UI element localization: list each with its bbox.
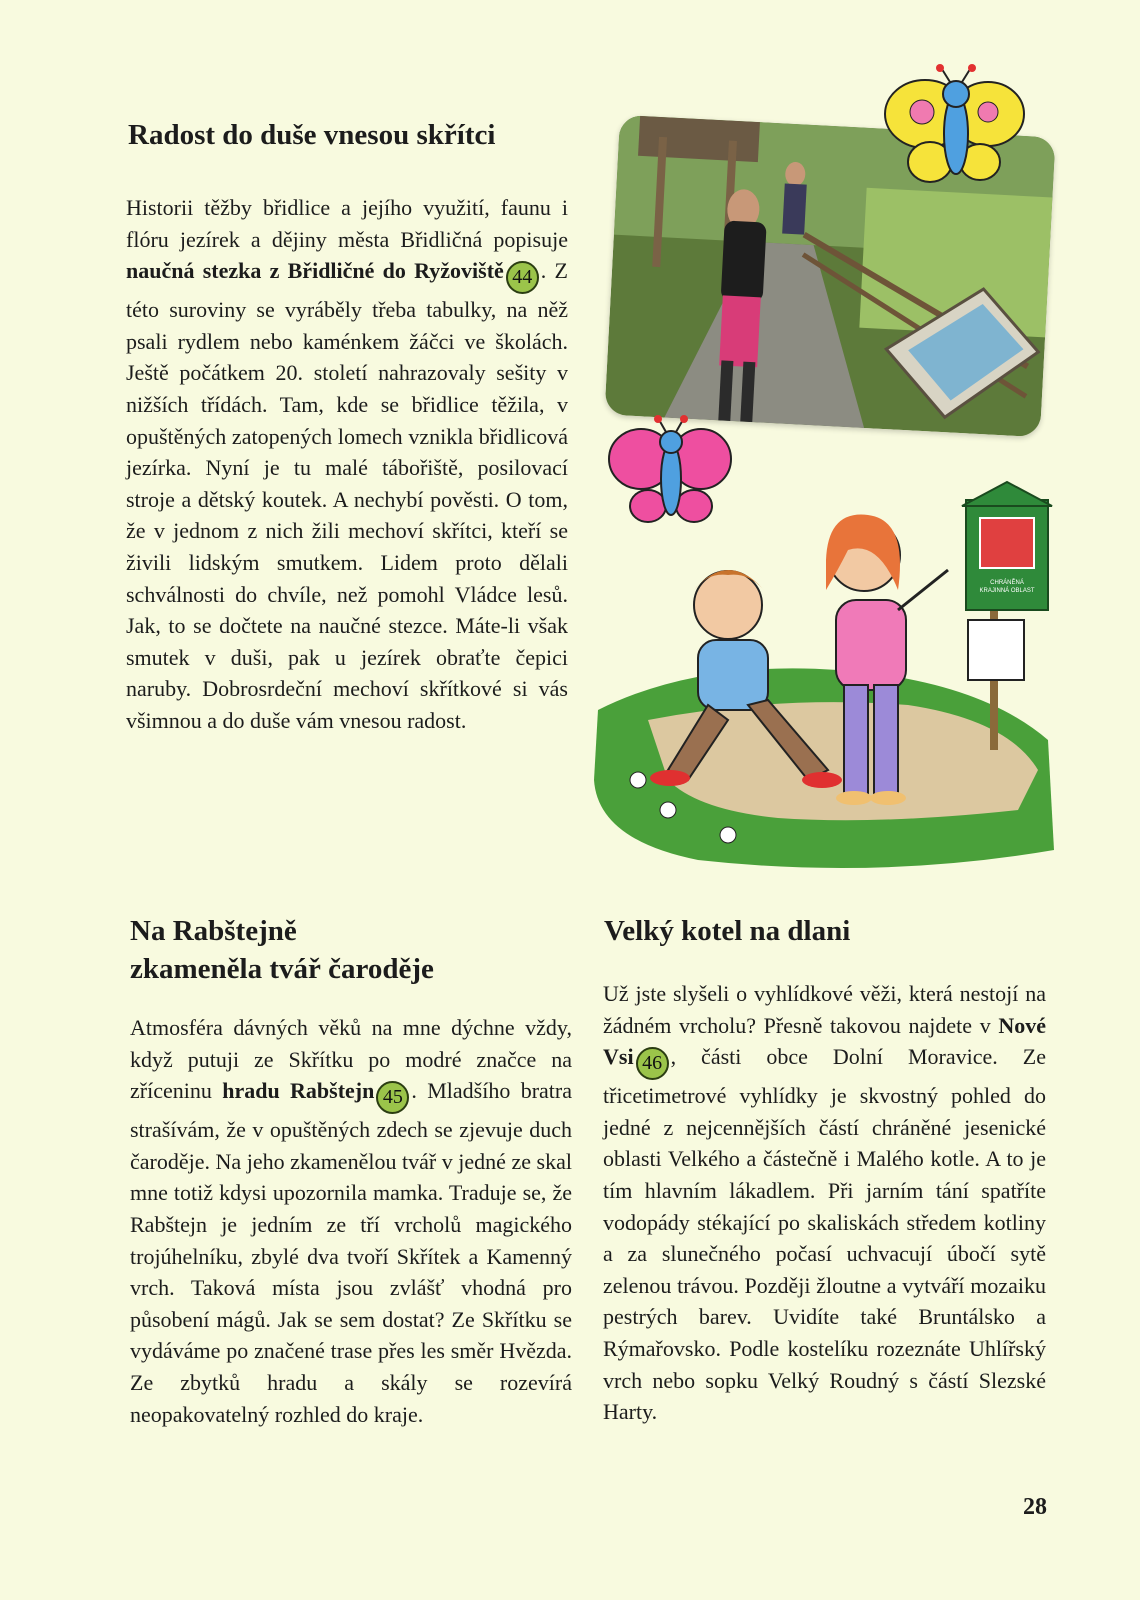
paragraph-rabstejn [130, 1012, 572, 1430]
heading-line: Na Rabštejně [130, 915, 297, 947]
badge-46: 46 [636, 1047, 669, 1080]
bold-trail-name: naučná stezka z Břidličné do Ryžoviště [126, 258, 504, 284]
butterfly-yellow-icon [880, 64, 1030, 194]
heading-radost: Radost do duše vnesou skřítci [128, 119, 496, 151]
heading-line: zkamenělа tvář čaroděje [130, 953, 434, 985]
text-part: . Z této suroviny se vyráběly třeba tabulky, na něž psali rydlem nebo kaménkem žáčci ve školách. Ještě počátkem 20. století nahrazovaly sešity v nižších třídách. Tam, kde se břidlice těžila, v opuštěných zatopených lomech vznikla břidlicová jezírka. Nyní je tu malé tábořiště, posilovací stroje a dětský koutek. A nechybí pověsti. O tom, že v jednom z nich žili mechoví skřítci, kteří se živili lidským smutkem. Lidem proto dělali schválnosti do chvíle, než pomohl Vládce lesů. Jak, to se dočtete na naučné stezce. Máte-li však smutek v duši, pak u jezírek obraťte čepici naruby. Dobrosrdeční mechoví skřítkové si vás všimnou a do duše vám vnesou radost. [126, 258, 568, 733]
heading-velky-kotel: Velký kotel na dlani [604, 915, 851, 947]
bold-castle-name: hradu Rabštejn [222, 1078, 375, 1104]
page-number: 28 [1023, 1494, 1047, 1520]
badge-44: 44 [506, 261, 539, 294]
bold-place-name: Nové Vsi [603, 1012, 1046, 1070]
text-part: Už jste slyšeli o vyhlídkové věži, která nestojí na žádném vrcholu? Přesně takovou najdete v [603, 981, 1046, 1038]
text-part: . Mladšího bratra strašívám, že v opuštěných zdech se zjevuje duch čaroděje. Na jeho zkamenělou tvář v jedné ze skal mne totiž kdysi upozornila mamka. Traduje se, že Rabštejn je jedním ze tří vrcholů magického trojúhelníku, zbylé dva tvoří Skřítek a Kamenný vrch. Taková místa jsou zvlášť vhodná pro působení mágů. Jak se sem dostat? Ze Skřítku se vydáváme po značené trase přes les směr Hvězda. Ze zbytků hradu a skály se rozevírá neopakovatelný rozhled do kraje. [130, 1078, 572, 1427]
text-part: Historii těžby břidlice a jejího využití, faunu i flóru jezírek a dějiny města Břidličná popisuje [126, 195, 568, 252]
paragraph-velky-kotel [603, 978, 1046, 1428]
sign-line2: KRAJINNÁ OBLAST [979, 588, 1035, 594]
text-part: Atmosféra dávných věků na mne dýchne vždy, když putuji ze Skřítku po modré značce na zříceninu [130, 1015, 572, 1104]
text-part: , části obce Dolní Moravice. Ze třicetimetrové vyhlídky je skvostný pohled do jedné z nejcennějších částí chráněné jesenické oblasti Velkého a částečně i Malého kotle. A to je tím hlavním lákadlem. Při jarním tání spatříte vodopády stékající po skaliskách středem kotliny a za slunečného počasí uchvacují úbočí sytě zelenou trávou. Později žloutne a vytváří mozaiku pestrých barev. Uvidíte také Bruntálsko a Rýmařovsko. Podle kostelíku rozeznáte Uhlířský vrch nebo sopku Velký Roudný s částí Slezské Harty. [603, 1044, 1046, 1425]
heading-rabstejn [130, 912, 434, 988]
badge-45: 45 [376, 1081, 409, 1114]
children-on-path-illustration [578, 480, 1074, 880]
paragraph-radost [126, 192, 568, 737]
sign-line1: CHRÁNĚNÁ [990, 580, 1024, 586]
